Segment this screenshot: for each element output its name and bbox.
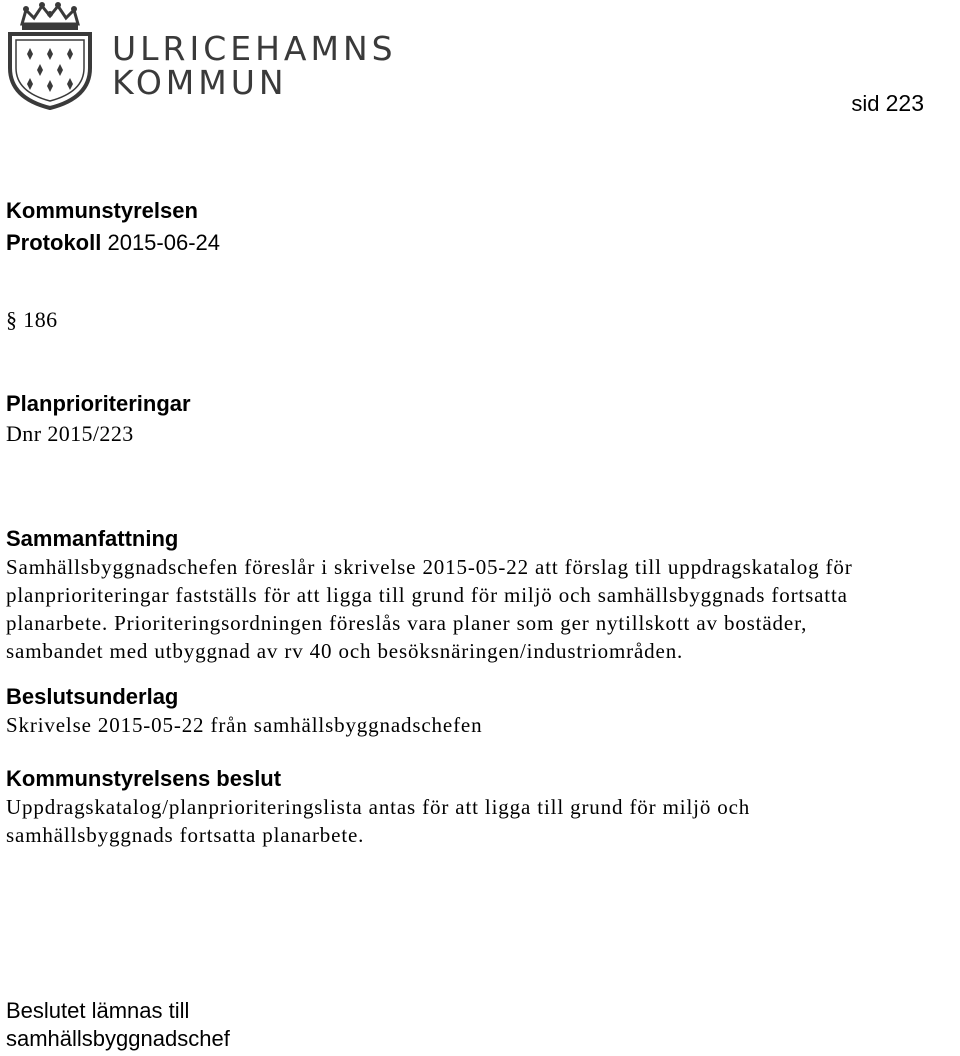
summary-line: sambandet med utbyggnad av rv 40 och besöksnäringen/industriområden. — [6, 639, 684, 663]
summary-heading: Sammanfattning — [6, 526, 179, 551]
distribution-heading: Beslutet lämnas till — [6, 998, 190, 1023]
decision-line: Uppdragskatalog/planprioriteringslista antas för att ligga till grund för miljö och — [6, 795, 751, 819]
logo-line-1: ULRICEHAMNS — [112, 29, 397, 68]
distribution-section — [6, 997, 230, 1053]
summary-line: Samhällsbyggnadschefen föreslår i skrivelse 2015-05-22 att förslag till uppdragskatalog för — [6, 555, 853, 579]
basis-text — [6, 711, 958, 739]
decision-section — [6, 765, 958, 849]
protocol-date: 2015-06-24 — [107, 230, 221, 255]
matter-dnr: Dnr 2015/223 — [6, 421, 134, 446]
matter-title: Planprioriteringar — [6, 391, 191, 416]
decision-text — [6, 793, 958, 849]
protocol-label: Protokoll — [6, 230, 102, 255]
logo-wordmark — [112, 29, 397, 102]
municipality-logo — [4, 2, 397, 110]
page-number — [851, 90, 924, 117]
page-label: sid — [851, 91, 880, 116]
protocol-line — [6, 227, 220, 259]
basis-line: Skrivelse 2015-05-22 från samhällsbyggnadschefen — [6, 713, 483, 737]
meeting-info — [6, 195, 220, 259]
decision-heading: Kommunstyrelsens beslut — [6, 766, 282, 791]
summary-line: planprioriteringar fastställs för att ligga till grund för miljö och samhällsbyggnads fortsatta — [6, 583, 848, 607]
matter — [6, 389, 191, 449]
decision-line: samhällsbyggnads fortsatta planarbete. — [6, 823, 365, 847]
distribution-recipient: samhällsbyggnadschef — [6, 1026, 230, 1051]
page-number-value: 223 — [885, 90, 924, 116]
basis-heading: Beslutsunderlag — [6, 684, 179, 709]
logo-line-2: KOMMUN — [112, 63, 288, 102]
meeting-body: Kommunstyrelsen — [6, 198, 198, 223]
summary-section — [6, 525, 958, 665]
summary-text — [6, 553, 958, 665]
basis-section — [6, 683, 958, 739]
paragraph-number: § 186 — [6, 307, 58, 332]
coat-of-arms-icon — [4, 2, 96, 110]
summary-line: planarbete. Prioriteringsordningen föreslås vara planer som ger nytillskott av bostäder, — [6, 611, 808, 635]
